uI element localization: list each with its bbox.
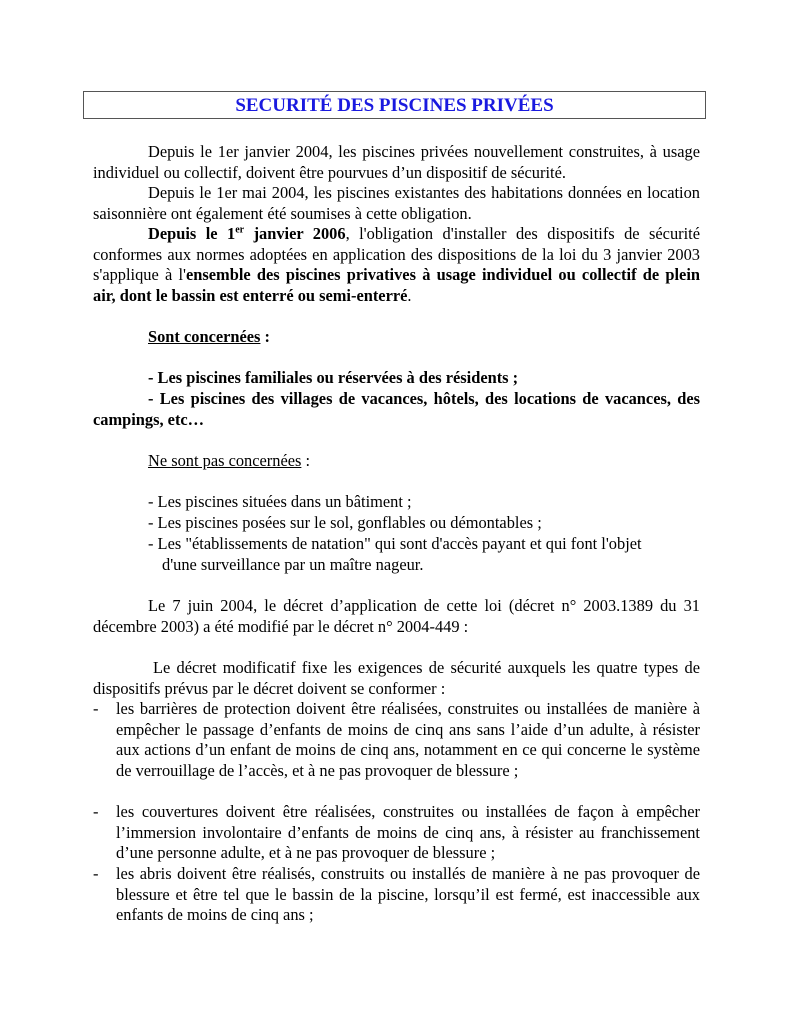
paragraph-2006-obligation [93,224,700,306]
not-concerned-colon: : [301,451,311,470]
concerned-item-2 [93,389,700,430]
not-concerned-item-3b: d'une surveillance par un maître nageur. [162,555,424,574]
requirement-dash: - [93,802,99,821]
title-box [83,91,706,119]
period: . [407,285,412,305]
requirement-text: les abris doivent être réalisés, construits ou installés de manière à ne pas provoquer de blessure et être tel que le bassin de la piscine, lorsqu’il est fermé, est inaccessible aux enfants de moins de cinq ans ; [116,864,700,924]
concerned-heading-line [93,327,700,348]
not-concerned-heading: Ne sont pas concernées [148,451,302,470]
superscript-er: er [235,224,245,236]
concerned-colon: : [260,327,271,346]
requirement-text: les barrières de protection doivent être réalisées, construites ou installées de manière à empêcher le passage d’enfants de moins de cinq ans sans l’aide d’un adulte, à résister aux actions d’un enfant de moins de cinq ans, notamment en ce qui concerne le système de verrouillage de l’accès, et à ne pas provoquer de blessure ; [116,699,700,780]
paragraph-decree-2004: Le 7 juin 2004, le décret d’application de cette loi (décret n° 2003.1389 du 31 décembre 2003) a été modifié par le décret n° 2004-449 : [93,596,700,636]
requirement-dash: - [93,699,99,718]
paragraph-new-pools: Depuis le 1er janvier 2004, les piscines privées nouvellement construites, à usage individuel ou collectif, doivent être pourvues d’un dispositif de sécurité. [93,142,700,182]
not-concerned-item-1: - Les piscines situées dans un bâtiment ; [148,492,412,511]
bold-start: Depuis le 1 [148,224,236,243]
concerned-item-2-text: - Les piscines des villages de vacances, hôtels, des locations de vacances, des campings, etc… [93,389,700,429]
requirement-text: les couvertures doivent être réalisées, construites ou installées de façon à empêcher l’immersion involontaire d’enfants de moins de cinq ans, à résister au franchissement d’une personne adulte, et à ne pas provoquer de blessure ; [116,802,700,862]
not-concerned-item-2: - Les piscines posées sur le sol, gonflables ou démontables ; [148,513,542,532]
not-concerned-heading-line [93,451,700,472]
bold-scope: ensemble des piscines privatives à usage individuel ou collectif de plein air, dont le bassin est enterré ou semi-enterré [93,265,700,305]
requirement-dash: - [93,864,99,883]
not-concerned-item-3a: - Les "établissements de natation" qui sont d'accès payant et qui font l'objet [148,534,642,553]
paragraph-existing-pools: Depuis le 1er mai 2004, les piscines existantes des habitations données en location saisonnière ont également été soumises à cette obligation. [93,183,700,223]
concerned-item-1-text: - Les piscines familiales ou réservées à des résidents ; [148,368,519,387]
bold-date: janvier 2006 [244,224,346,243]
concerned-heading: Sont concernées [148,327,261,346]
obligation-text: , l'obligation d'installer des dispositifs de sécurité conformes aux normes adoptées en application des dispositions de la loi du 3 janvier 2003 s'applique à l' [93,224,700,284]
paragraph-modifying-decree: Le décret modificatif fixe les exigences de sécurité auxquels les quatre types de dispositifs prévus par le décret doivent se conformer : [93,658,700,698]
concerned-item-1 [93,368,700,389]
page-title: SECURITÉ DES PISCINES PRIVÉES [235,95,554,116]
